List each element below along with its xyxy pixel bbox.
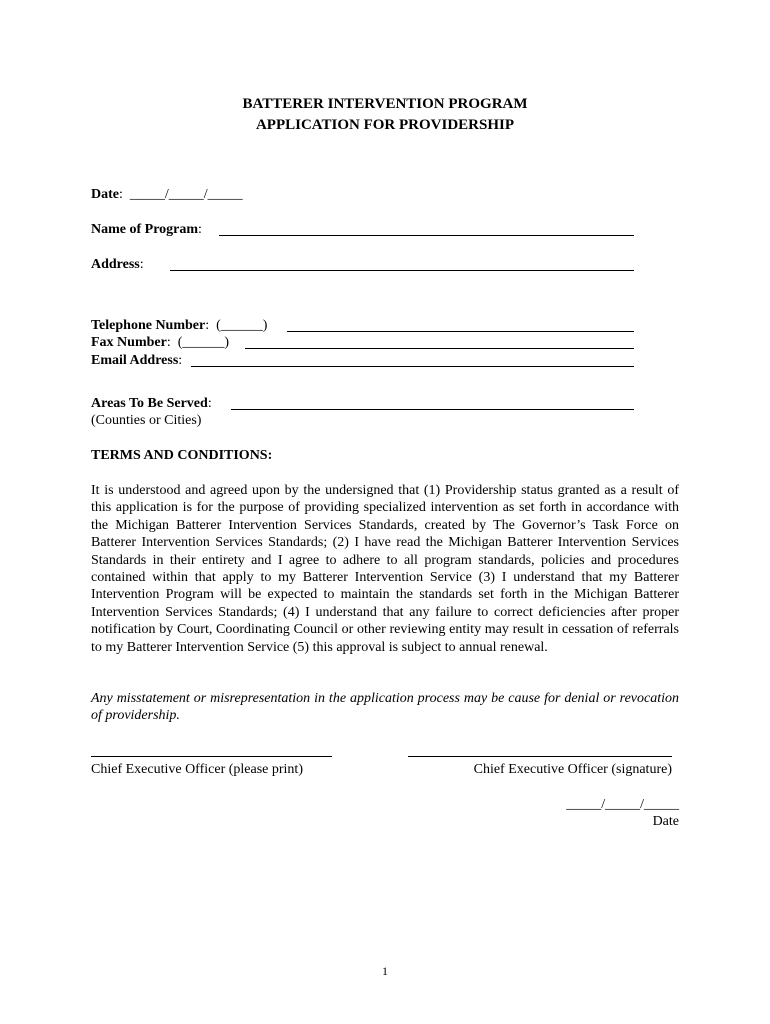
document-title-line1: BATTERER INTERVENTION PROGRAM [242,96,528,112]
terms-body: It is understood and agreed upon by the undersigned that (1) Providership status granted as a result of this application is for the purpose of providing specialized intervention as set forth in accordance with the Michigan Batterer Intervention Services Standards, created by The Governor’s Task Force on Batterer Intervention Services Standards; (2) I have read the Michigan Batterer Intervention Services Standards in their entirety and I agree to adhere to all program standards, policies and procedures contained within that apply to my Batterer Intervention Service (3) I understand that my Batterer Intervention Program will be expected to maintain the standards set forth in the Michigan Batterer Intervention Services Standards; (4) I understand that any failure to correct deficiencies after proper notification by Court, Coordinating Council or other reviewing entity may result in cessation of referrals to my Batterer Intervention Service (5) this approval is subject to annual renewal. [91,483,679,655]
terms-heading: TERMS AND CONDITIONS: [91,448,273,463]
signature-date-blank[interactable]: _____/_____/_____ [566,797,679,812]
program-name-line[interactable] [219,235,634,236]
date-label: Date [91,187,119,202]
email-field: Email Address: [91,353,183,368]
areas-label: Areas To Be Served [91,396,208,411]
signature-line[interactable] [408,756,672,757]
fax-label: Fax Number [91,335,167,350]
signature-date-label: Date [652,814,679,829]
fax-area-code[interactable]: (______) [177,335,230,350]
address-field: Address: [91,257,144,272]
document-title-line2: APPLICATION FOR PROVIDERSHIP [255,117,515,133]
date-field: Date: _____/_____/_____ [91,187,243,202]
signature-label: Chief Executive Officer (signature) [473,762,672,777]
page-number: 1 [382,964,388,978]
email-label: Email Address [91,353,179,368]
program-name-field: Name of Program: [91,222,202,237]
areas-note: (Counties or Cities) [91,413,202,428]
fax-field: Fax Number: (______) [91,335,230,350]
address-line[interactable] [170,270,634,271]
fax-line[interactable] [245,348,634,349]
telephone-label: Telephone Number [91,318,206,333]
areas-field: Areas To Be Served: [91,396,212,411]
print-name-label: Chief Executive Officer (please print) [91,762,303,777]
areas-line[interactable] [231,409,634,410]
telephone-field: Telephone Number: (______) [91,318,268,333]
print-name-line[interactable] [91,756,332,757]
misrepresentation-warning: Any misstatement or misrepresentation in the application process may be cause for denial or revocation of providership. [91,691,679,724]
telephone-line[interactable] [287,331,634,332]
email-line[interactable] [191,366,634,367]
program-name-label: Name of Program [91,222,199,237]
address-label: Address [91,257,140,272]
telephone-area-code[interactable]: (______) [216,318,268,333]
date-blank[interactable]: _____/_____/_____ [129,187,243,202]
